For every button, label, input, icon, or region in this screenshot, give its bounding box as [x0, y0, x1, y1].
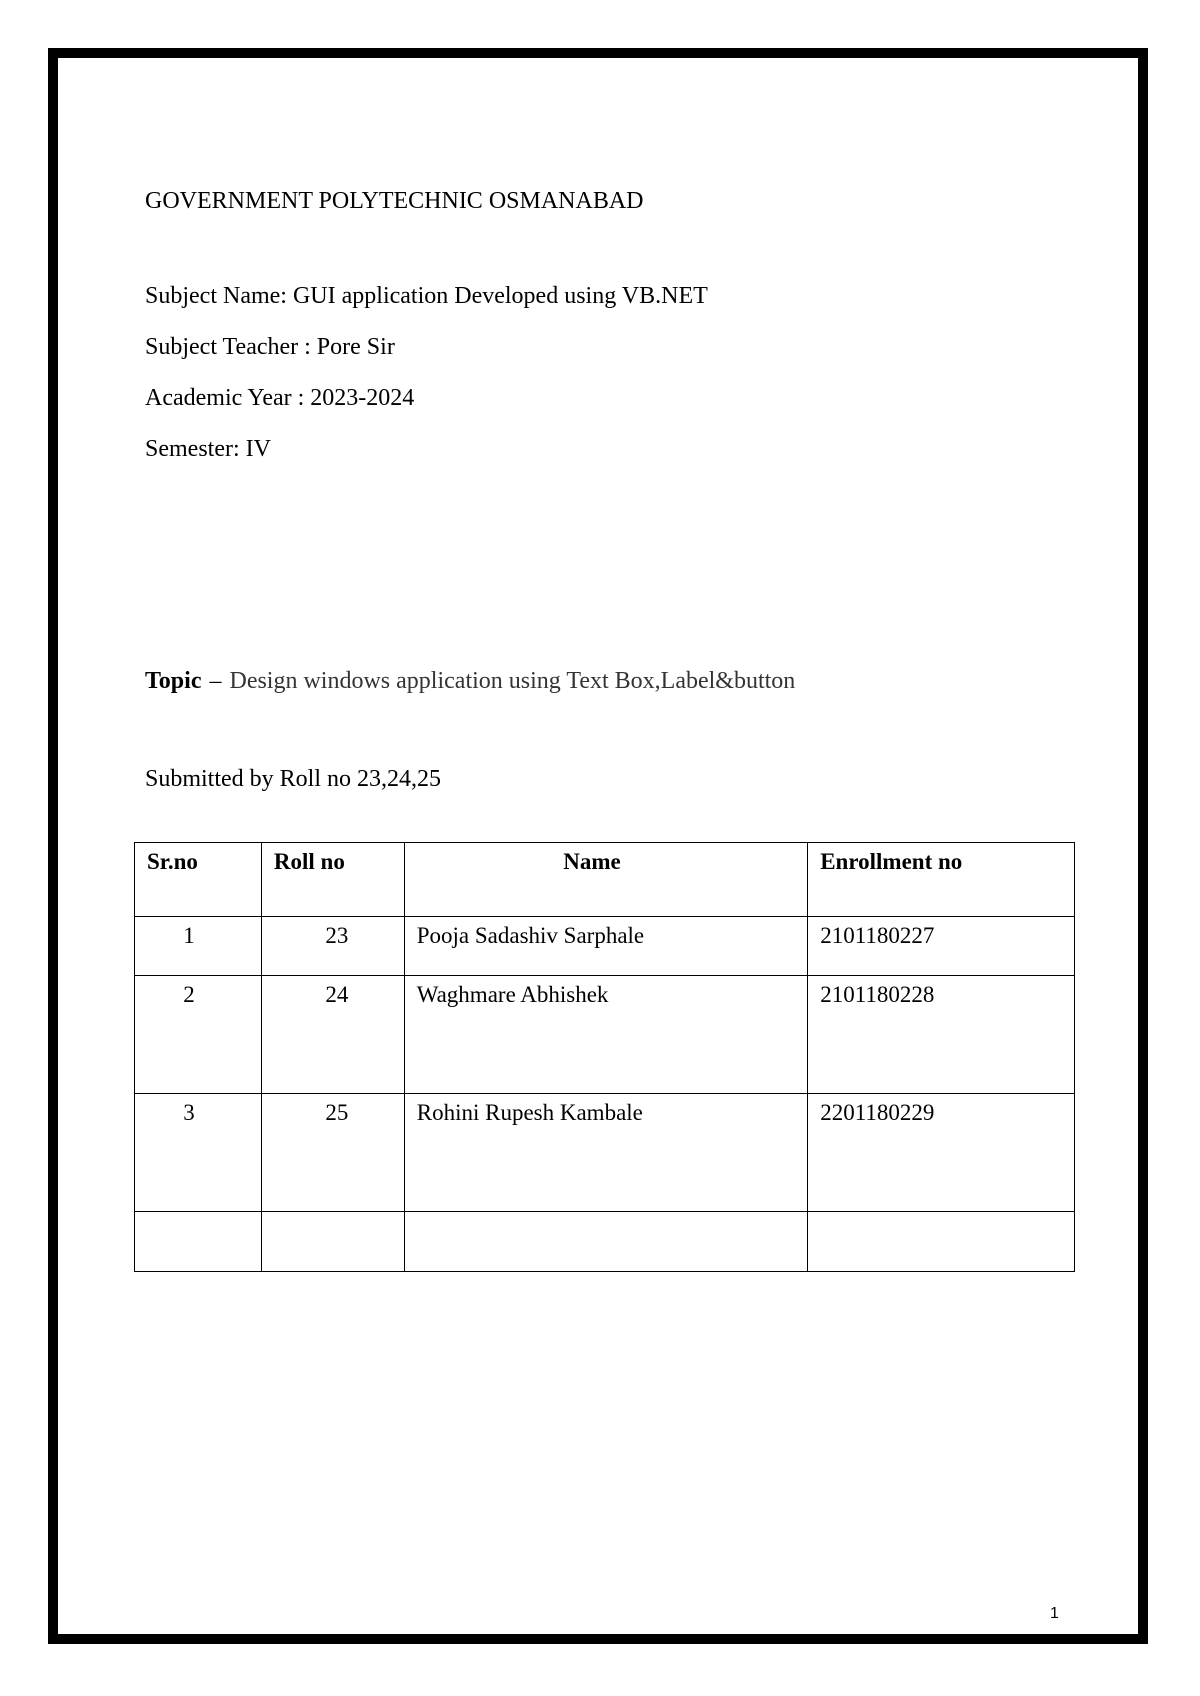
header-name: Name — [404, 843, 807, 917]
table-header-row — [135, 843, 1075, 917]
table-row — [135, 917, 1075, 976]
header-roll-no: Roll no — [261, 843, 404, 917]
table-row — [135, 1094, 1075, 1212]
subject-name: Subject Name: GUI application Developed using VB.NET — [145, 283, 708, 309]
cell-sr-no — [135, 1212, 262, 1272]
cell-roll-no — [261, 1212, 404, 1272]
subject-teacher: Subject Teacher : Pore Sir — [145, 334, 395, 360]
page-number: 1 — [1050, 1605, 1059, 1622]
cell-sr-no: 2 — [135, 976, 262, 1094]
cell-name — [404, 1212, 807, 1272]
cell-name: Waghmare Abhishek — [404, 976, 807, 1094]
topic-line — [145, 666, 795, 696]
cell-roll-no: 24 — [261, 976, 404, 1094]
table-row — [135, 1212, 1075, 1272]
submitted-by: Submitted by Roll no 23,24,25 — [145, 766, 442, 792]
topic-separator: – — [209, 668, 222, 694]
cell-enrollment-no: 2201180229 — [808, 1094, 1075, 1212]
semester: Semester: IV — [145, 436, 271, 462]
institution-title: GOVERNMENT POLYTECHNIC OSMANABAD — [145, 188, 644, 214]
cell-roll-no: 23 — [261, 917, 404, 976]
cell-name: Pooja Sadashiv Sarphale — [404, 917, 807, 976]
cell-name: Rohini Rupesh Kambale — [404, 1094, 807, 1212]
cell-enrollment-no: 2101180227 — [808, 917, 1075, 976]
topic-text: Design windows application using Text Box,Label&button — [229, 668, 796, 694]
academic-year: Academic Year : 2023-2024 — [145, 385, 415, 411]
header-enrollment-no: Enrollment no — [808, 843, 1075, 917]
topic-label: Topic — [145, 668, 202, 694]
table-row — [135, 976, 1075, 1094]
cell-sr-no: 1 — [135, 917, 262, 976]
cell-roll-no: 25 — [261, 1094, 404, 1212]
header-sr-no: Sr.no — [135, 843, 262, 917]
cell-enrollment-no: 2101180228 — [808, 976, 1075, 1094]
cell-enrollment-no — [808, 1212, 1075, 1272]
student-table — [134, 842, 1075, 1272]
cell-sr-no: 3 — [135, 1094, 262, 1212]
